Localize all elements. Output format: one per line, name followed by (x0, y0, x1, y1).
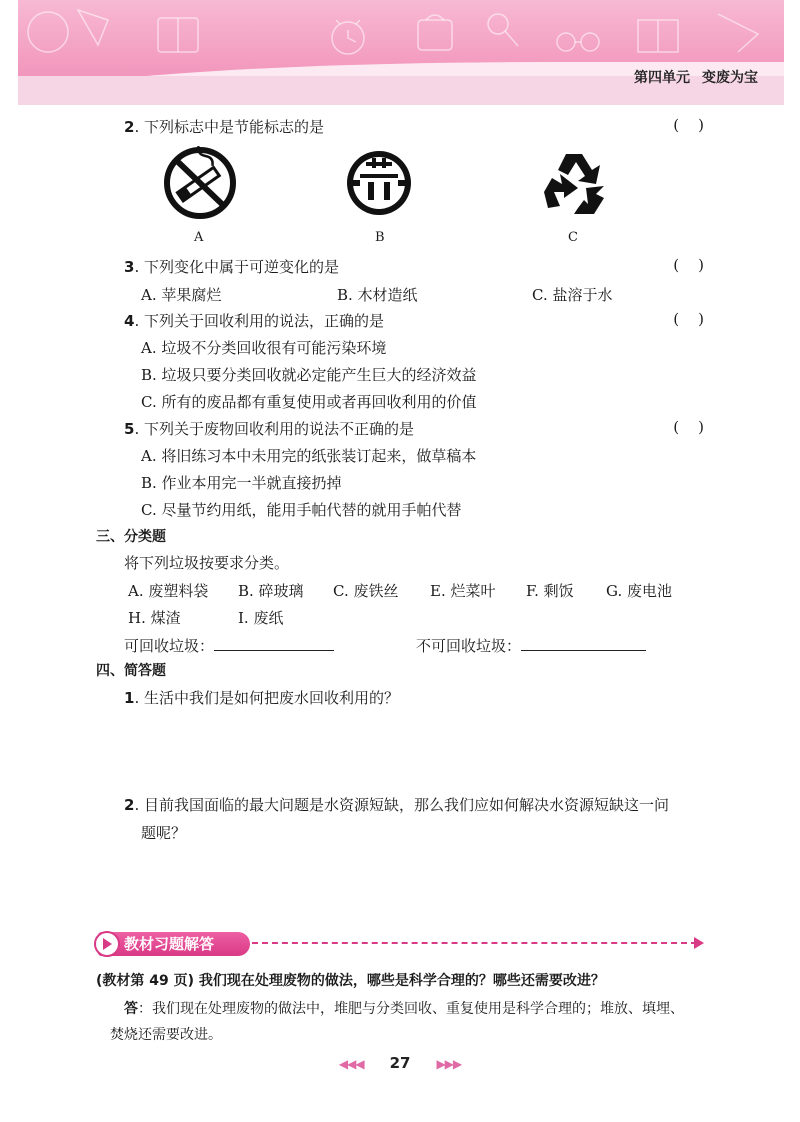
option-c: C. 所有的废品都有重复使用或者再回收利用的价值 (141, 393, 477, 411)
page-number: 27 (389, 1054, 411, 1072)
question-text: . 下列关于回收利用的说法，正确的是 (134, 312, 384, 330)
no-smoking-icon (162, 146, 238, 220)
waste-item: B. 碎玻璃 (238, 582, 304, 600)
arrow-left-icon: ◀◀◀ (338, 1057, 364, 1071)
classification-instruction: 将下列垃圾按要求分类。 (124, 554, 290, 572)
arrow-right-icon (694, 937, 704, 949)
waste-item: H. 煤渣 (128, 609, 181, 627)
recyclable-blank[interactable] (214, 636, 334, 651)
waste-item: I. 废纸 (238, 609, 284, 627)
option-c: C. 尽量节约用纸，能用手帕代替的就用手帕代替 (141, 501, 462, 519)
unit-title (634, 67, 758, 87)
recycling-icon (538, 148, 610, 220)
unit-topic: 变废为宝 (702, 70, 758, 86)
option-b: B. 木材造纸 (337, 286, 418, 304)
option-label-a: A (194, 230, 204, 245)
energy-saving-icon (344, 148, 414, 218)
nonrecyclable-blank[interactable] (521, 636, 646, 651)
question-number: 1 (124, 689, 135, 707)
question-number: 2 (124, 118, 135, 136)
waste-item: A. 废塑料袋 (128, 582, 209, 600)
option-a: A. 苹果腐烂 (141, 286, 222, 304)
question-3 (124, 256, 339, 277)
arrow-right-icon: ▶▶▶ (436, 1057, 462, 1071)
waste-item: G. 废电池 (606, 582, 672, 600)
answer-paren: ( ) (673, 310, 704, 328)
question-text: . 目前我国面临的最大问题是水资源短缺，那么我们应如何解决水资源短缺这一问 (134, 796, 669, 814)
answer-paren: ( ) (673, 116, 704, 134)
question-number: 4 (124, 312, 135, 330)
dash-divider (252, 942, 697, 944)
question-number: 5 (124, 420, 135, 438)
answer-paren: ( ) (673, 418, 704, 436)
textbook-answer (124, 998, 684, 1018)
header-banner (18, 0, 784, 105)
answer-text-continued: 焚烧还需要改进。 (110, 1027, 222, 1043)
section-title-classification: 三、分类题 (96, 529, 166, 545)
answer-label: 答 (124, 1001, 138, 1017)
option-a: A. 垃圾不分类回收很有可能污染环境 (141, 339, 387, 357)
waste-item: C. 废铁丝 (333, 582, 399, 600)
option-a: A. 将旧练习本中未用完的纸张装订起来，做草稿本 (141, 447, 477, 465)
answers-banner (98, 932, 250, 956)
answers-banner-title: 教材习题解答 (124, 935, 215, 953)
play-icon (94, 931, 120, 957)
section-title-short-answer: 四、简答题 (96, 663, 166, 679)
option-label-b: B (375, 230, 385, 245)
waste-item: F. 剩饭 (526, 582, 574, 600)
answer-text: ：我们现在处理废物的做法中，堆肥与分类回收、重复使用是科学合理的；堆放、填埋、 (138, 1001, 684, 1017)
recyclable-label: 可回收垃圾： (124, 637, 215, 655)
question-number: 2 (124, 796, 135, 814)
question-text: . 下列标志中是节能标志的是 (134, 118, 324, 136)
textbook-question: (教材第 49 页) 我们现在处理废物的做法，哪些是科学合理的？哪些还需要改进？ (96, 973, 605, 989)
question-5 (124, 418, 414, 439)
short-answer-question-1 (124, 687, 399, 708)
question-number: 3 (124, 258, 135, 276)
question-2 (124, 116, 324, 137)
question-4 (124, 310, 384, 331)
recyclable-row (124, 635, 334, 656)
nonrecyclable-row (416, 635, 646, 656)
short-answer-question-2 (124, 794, 669, 815)
answer-paren: ( ) (673, 256, 704, 274)
option-c: C. 盐溶于水 (532, 286, 613, 304)
question-text-continued: 题呢？ (141, 824, 187, 842)
option-b: B. 作业本用完一半就直接扔掉 (141, 474, 342, 492)
page-footer (0, 1054, 800, 1072)
waste-item: E. 烂菜叶 (430, 582, 496, 600)
nonrecyclable-label: 不可回收垃圾： (416, 637, 522, 655)
question-text: . 下列变化中属于可逆变化的是 (134, 258, 339, 276)
unit-label: 第四单元 (634, 70, 690, 86)
question-text: . 生活中我们是如何把废水回收利用的？ (134, 689, 399, 707)
option-b: B. 垃圾只要分类回收就必定能产生巨大的经济效益 (141, 366, 477, 384)
question-text: . 下列关于废物回收利用的说法不正确的是 (134, 420, 414, 438)
option-label-c: C (568, 230, 578, 245)
